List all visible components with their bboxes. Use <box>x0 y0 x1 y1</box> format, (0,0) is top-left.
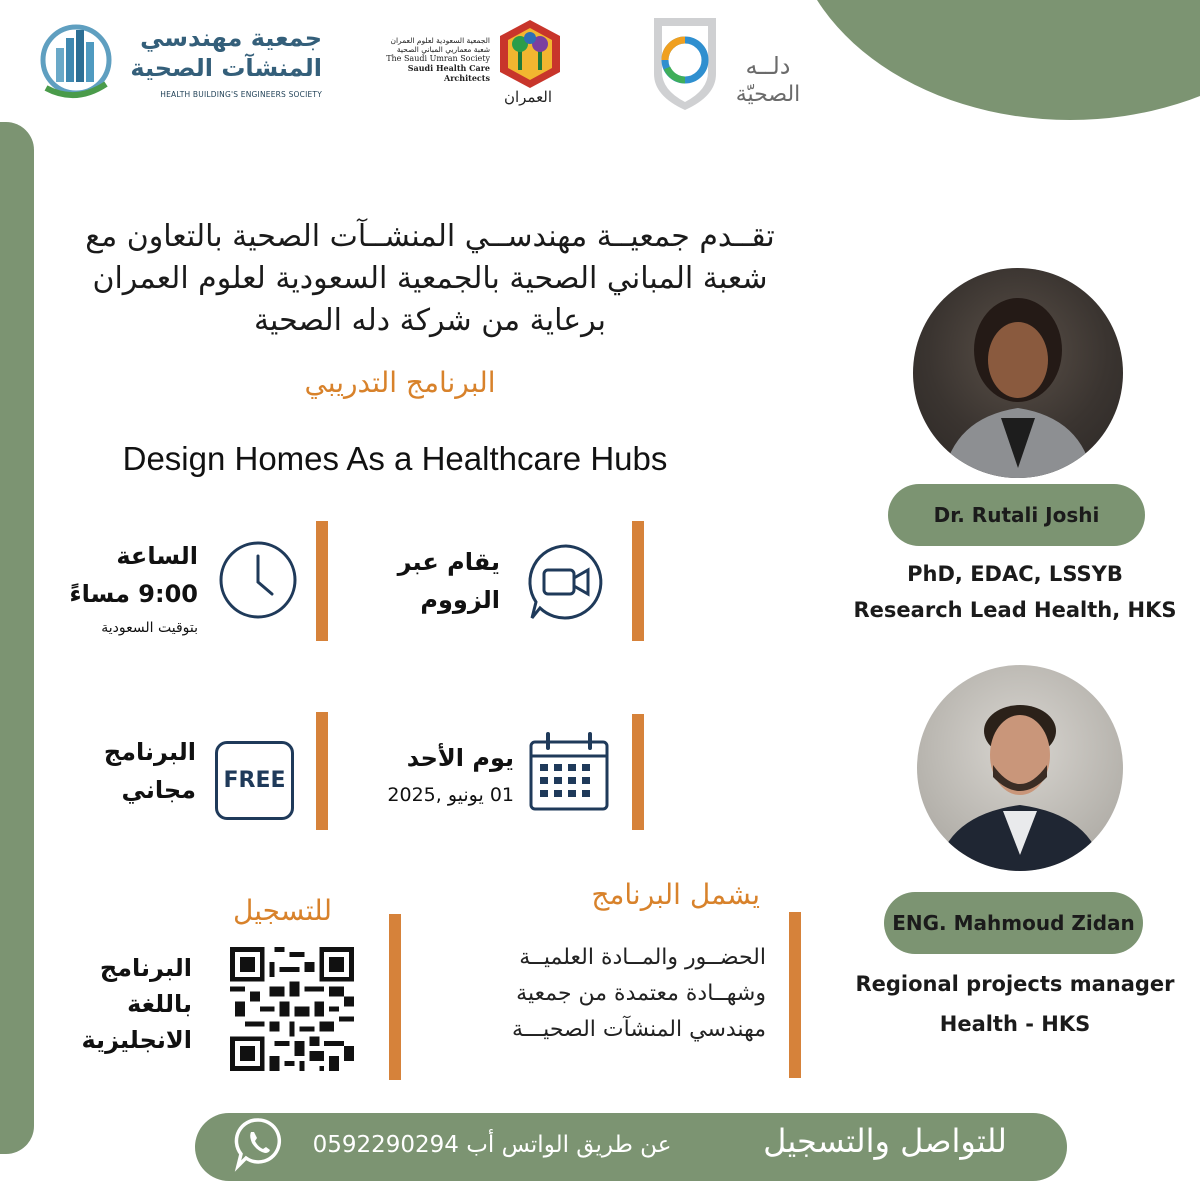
dallah-name-ar-1: دلــه <box>745 52 791 80</box>
dallah-logo <box>648 14 816 114</box>
top-right-decor-circle <box>790 0 1200 120</box>
speaker-1-photo <box>913 268 1123 478</box>
time-value: 9:00 مساءً <box>69 580 198 608</box>
speaker-1-position: Research Lead Health, HKS <box>853 598 1177 622</box>
intro-line-2: شعبة المباني الصحية بالجمعية السعودية لعلوم العمران <box>92 261 768 296</box>
hbes-name-en: HEALTH BUILDING'S ENGINEERS SOCIETY <box>160 90 322 99</box>
speaker-1-name: Dr. Rutali Joshi <box>888 484 1145 546</box>
day-name: يوم الأحد <box>406 744 514 772</box>
hbes-name-ar-1: جمعية مهندسي <box>140 24 322 52</box>
includes-line-1: الحضــور والمــادة العلميــة <box>519 945 766 970</box>
umran-name-en-1: The Saudi Umran Society <box>386 54 490 63</box>
free-line-2: مجاني <box>121 776 196 804</box>
hbes-logo <box>40 18 322 104</box>
speaker-2-photo <box>917 665 1123 871</box>
includes-line-3: مهندسي المنشآت الصحيـــة <box>512 1017 766 1042</box>
speaker-2-position: Regional projects manager <box>855 972 1175 996</box>
free-divider <box>316 712 328 830</box>
registration-label: للتسجيل <box>233 894 332 927</box>
program-label: البرنامج التدريبي <box>304 366 496 399</box>
umran-name-calligraphy: العمران <box>503 88 553 106</box>
includes-line-2: وشهــادة معتمدة من جمعية <box>516 981 766 1006</box>
language-line-2: باللغة <box>127 990 192 1018</box>
zoom-divider <box>632 521 644 641</box>
speaker-1-credentials: PhD, EDAC, LSSYB <box>907 562 1123 586</box>
registration-divider <box>389 914 401 1080</box>
includes-label: يشمل البرنامج <box>591 878 760 911</box>
whatsapp-contact[interactable]: عن طريق الواتس أب 0592290294 <box>312 1132 672 1158</box>
intro-text <box>40 216 820 342</box>
umran-name-ar-2: شعبة معماريي المباني الصحية <box>396 45 490 54</box>
umran-name-ar-1: الجمعية السعودية لعلوم العمران <box>390 36 490 45</box>
speaker-2-company: Health - HKS <box>939 1012 1091 1036</box>
zoom-line-2: الزووم <box>420 586 500 614</box>
video-camera-icon <box>526 542 606 622</box>
time-zone-note: بتوقيت السعودية <box>101 620 198 636</box>
time-line-1: الساعة <box>116 542 198 570</box>
intro-line-1: تقــدم جمعيــة مهندســي المنشــآت الصحية بالتعاون مع <box>85 219 775 254</box>
includes-divider <box>789 912 801 1078</box>
calendar-icon <box>528 732 610 812</box>
free-badge: FREE <box>215 741 294 820</box>
umran-name-en-2: Saudi Health Care Architects <box>407 63 490 83</box>
zoom-line-1: يقام عبر <box>397 548 500 576</box>
intro-line-3: برعاية من شركة دله الصحية <box>253 303 607 338</box>
umran-emblem-icon <box>498 20 562 88</box>
speaker-1-portrait-icon <box>913 268 1123 478</box>
event-title: Design Homes As a Healthcare Hubs <box>122 440 668 477</box>
speaker-2-portrait-icon <box>917 665 1123 871</box>
event-date: 01 يونيو ,2025 <box>387 784 514 806</box>
language-line-3: الانجليزية <box>81 1026 192 1054</box>
clock-icon <box>218 540 298 620</box>
registration-qr-code[interactable] <box>230 946 354 1072</box>
whatsapp-icon[interactable] <box>234 1116 284 1174</box>
hbes-name-ar-2: المنشآت الصحية <box>130 54 322 82</box>
hbes-buildings-icon <box>40 18 112 104</box>
umran-logo <box>372 20 567 112</box>
time-divider <box>316 521 328 641</box>
free-line-1: البرنامج <box>103 738 196 766</box>
language-line-1: البرنامج <box>99 954 192 982</box>
date-divider <box>632 714 644 830</box>
dallah-shield-icon <box>648 14 722 112</box>
left-decor-bar <box>0 122 34 1154</box>
contact-title: للتواصل والتسجيل <box>763 1122 1007 1160</box>
dallah-name-ar-2: الصحيّة <box>735 82 801 107</box>
speaker-2-name: ENG. Mahmoud Zidan <box>884 892 1143 954</box>
includes-text <box>420 940 766 1048</box>
